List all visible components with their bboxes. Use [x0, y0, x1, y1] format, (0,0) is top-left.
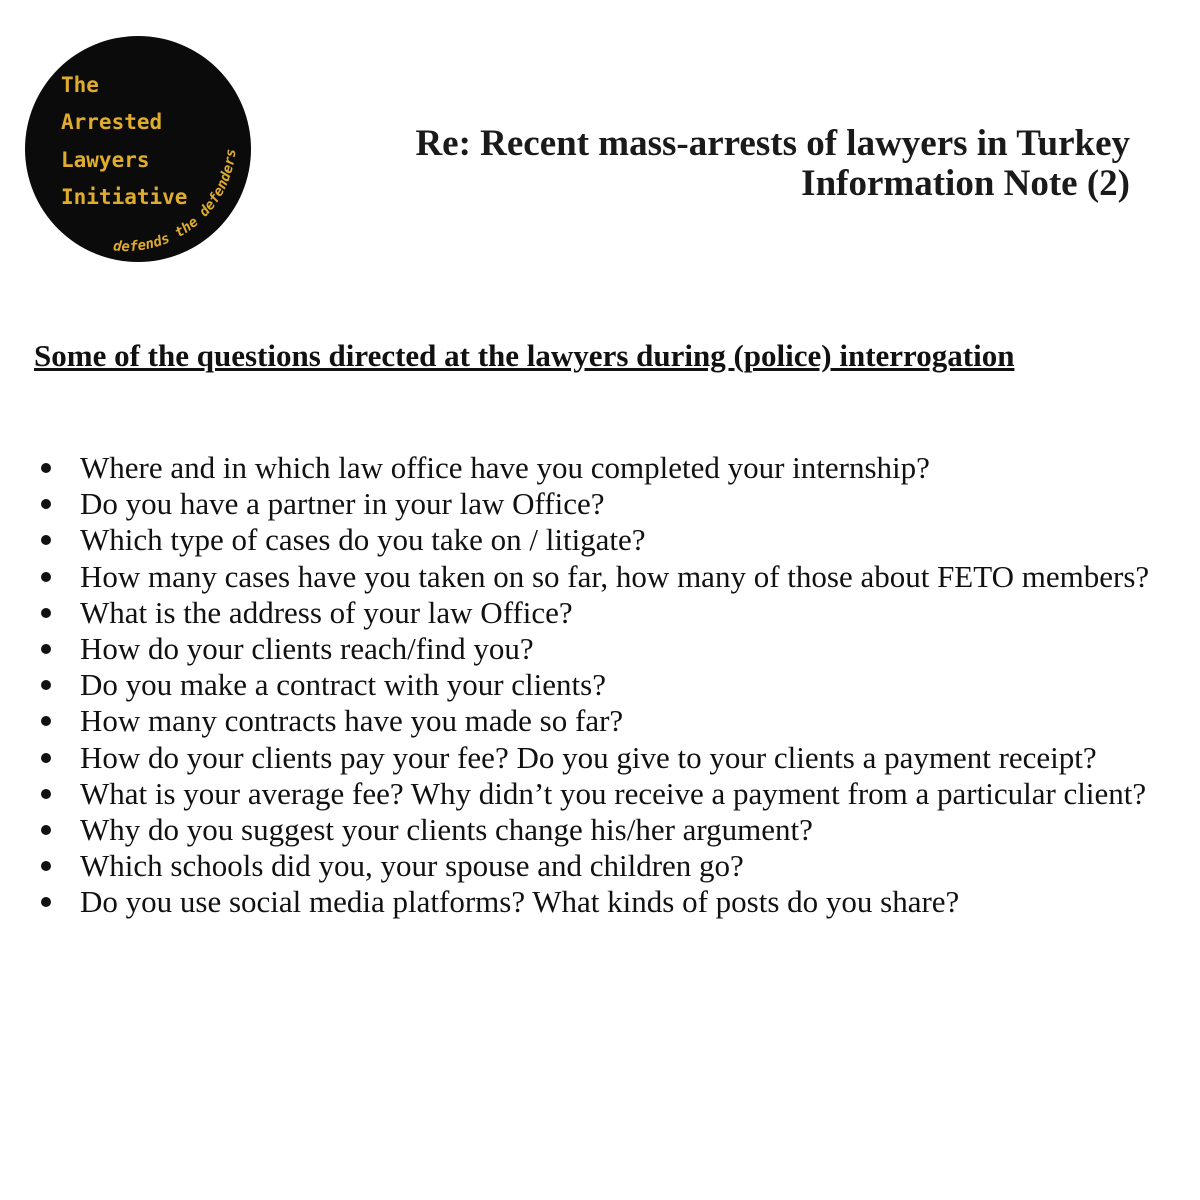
bullet-icon	[41, 789, 51, 799]
question-item	[34, 595, 1166, 631]
question-text: How do your clients reach/find you?	[80, 631, 534, 667]
question-text: How many contracts have you made so far?	[80, 703, 624, 739]
question-item	[34, 776, 1166, 812]
bullet-icon	[41, 680, 51, 690]
logo-tagline: defends the defenders	[112, 148, 240, 256]
question-item	[34, 703, 1166, 739]
question-text: What is the address of your law Office?	[80, 594, 573, 630]
question-text: Why do you suggest your clients change his/her argument?	[80, 812, 813, 848]
question-text: Do you have a partner in your law Office?	[80, 486, 605, 522]
bullet-icon	[41, 753, 51, 763]
question-text: What is your average fee? Why didn’t you receive a payment from a particular client?	[80, 775, 1147, 811]
bullet-icon	[41, 861, 51, 871]
question-text: Which schools did you, your spouse and children go?	[80, 848, 744, 884]
bullet-icon	[41, 499, 51, 509]
question-text: How many cases have you taken on so far, how many of those about FETO members?	[80, 558, 1150, 594]
logo-line-4: Initiative	[61, 185, 188, 209]
question-text: Do you make a contract with your clients?	[80, 667, 606, 703]
question-text: Where and in which law office have you completed your internship?	[80, 450, 930, 485]
question-list	[34, 450, 1166, 921]
question-text: Do you use social media platforms? What kinds of posts do you share?	[80, 884, 960, 920]
bullet-icon	[41, 572, 51, 582]
question-text: Which type of cases do you take on / litigate?	[80, 522, 646, 558]
page-title	[415, 124, 1130, 204]
question-text: How do your clients pay your fee? Do you give to your clients a payment receipt?	[80, 739, 1097, 775]
bullet-icon	[41, 608, 51, 618]
question-item	[34, 848, 1166, 884]
question-item	[34, 740, 1166, 776]
question-item	[34, 884, 1166, 920]
title-line-1: Re: Recent mass-arrests of lawyers in Turkey	[415, 123, 1130, 164]
section-heading: Some of the questions directed at the lawyers during (police) interrogation	[34, 338, 1015, 373]
question-item	[34, 486, 1166, 522]
question-item	[34, 522, 1166, 558]
logo-line-2: Arrested	[61, 110, 163, 134]
question-item	[34, 667, 1166, 703]
bullet-icon	[41, 535, 51, 545]
arrested-lawyers-logo	[23, 34, 253, 264]
bullet-icon	[41, 644, 51, 654]
logo-line-3: Lawyers	[61, 148, 150, 172]
logo-graphic	[23, 34, 253, 264]
question-item	[34, 812, 1166, 848]
bullet-icon	[41, 897, 51, 907]
question-item	[34, 631, 1166, 667]
question-item	[34, 450, 1166, 486]
title-line-2: Information Note (2)	[801, 163, 1130, 204]
bullet-icon	[41, 825, 51, 835]
bullet-icon	[41, 463, 51, 473]
question-item	[34, 559, 1166, 595]
bullet-icon	[41, 716, 51, 726]
logo-line-1: The	[61, 73, 99, 97]
